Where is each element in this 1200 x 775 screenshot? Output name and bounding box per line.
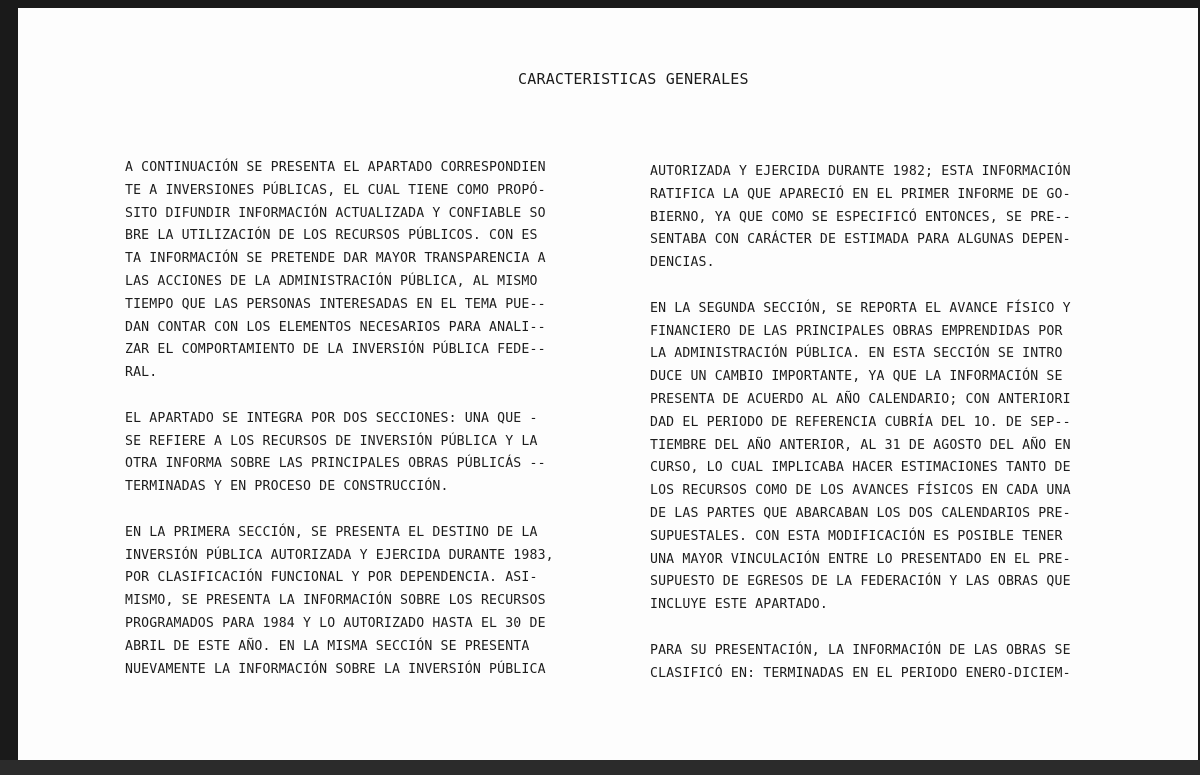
text-line: BIERNO, YA QUE COMO SE ESPECIFICÓ ENTONCES, SE PRE--	[650, 209, 1071, 225]
text-line: FINANCIERO DE LAS PRINCIPALES OBRAS EMPRENDIDAS POR	[650, 323, 1063, 339]
right-column	[650, 161, 1120, 708]
text-line: MISMO, SE PRESENTA LA INFORMACIÓN SOBRE LOS RECURSOS	[125, 593, 546, 609]
text-line: TIEMBRE DEL AÑO ANTERIOR, AL 31 DE AGOSTO DEL AÑO EN	[650, 437, 1071, 453]
text-line: A CONTINUACIÓN SE PRESENTA EL APARTADO CORRESPONDIEN	[125, 160, 546, 175]
text-line: CLASIFICÓ EN: TERMINADAS EN EL PERIODO ENERO-DICIEM-	[650, 665, 1071, 681]
paragraph	[125, 522, 595, 682]
text-line: INVERSIÓN PÚBLICA AUTORIZADA Y EJERCIDA DURANTE 1983,	[125, 547, 554, 563]
text-line: SITO DIFUNDIR INFORMACIÓN ACTUALIZADA Y CONFIABLE SO	[125, 205, 546, 221]
text-line: CURSO, LO CUAL IMPLICABA HACER ESTIMACIONES TANTO DE	[650, 460, 1071, 476]
text-line: EN LA SEGUNDA SECCIÓN, SE REPORTA EL AVANCE FÍSICO Y	[650, 300, 1071, 316]
paragraph	[650, 161, 1120, 275]
text-line: DE LAS PARTES QUE ABARCABAN LOS DOS CALENDARIOS PRE-	[650, 505, 1071, 521]
text-line: PARA SU PRESENTACIÓN, LA INFORMACIÓN DE LAS OBRAS SE	[650, 642, 1071, 658]
text-line: TE A INVERSIONES PÚBLICAS, EL CUAL TIENE COMO PROPÓ-	[125, 182, 546, 198]
text-line: POR CLASIFICACIÓN FUNCIONAL Y POR DEPENDENCIA. ASI-	[125, 570, 538, 586]
text-line: EL APARTADO SE INTEGRA POR DOS SECCIONES: UNA QUE -	[125, 410, 538, 426]
text-line: UNA MAYOR VINCULACIÓN ENTRE LO PRESENTADO EN EL PRE-	[650, 551, 1071, 567]
text-line: LOS RECURSOS COMO DE LOS AVANCES FÍSICOS EN CADA UNA	[650, 483, 1071, 499]
text-line: LAS ACCIONES DE LA ADMINISTRACIÓN PÚBLICA, AL MISMO	[125, 273, 538, 289]
text-line: OTRA INFORMA SOBRE LAS PRINCIPALES OBRAS PÚBLICÁS --	[125, 456, 546, 472]
text-line: SUPUESTO DE EGRESOS DE LA FEDERACIÓN Y LAS OBRAS QUE	[650, 574, 1071, 590]
scan-border	[0, 760, 1200, 775]
text-line: SE REFIERE A LOS RECURSOS DE INVERSIÓN PÚBLICA Y LA	[125, 433, 538, 449]
text-line: NUEVAMENTE LA INFORMACIÓN SOBRE LA INVERSIÓN PÚBLICA	[125, 661, 546, 677]
paragraph	[650, 298, 1120, 617]
text-line: BRE LA UTILIZACIÓN DE LOS RECURSOS PÚBLICOS. CON ES	[125, 228, 538, 244]
text-line: AUTORIZADA Y EJERCIDA DURANTE 1982; ESTA INFORMACIÓN	[650, 164, 1071, 179]
text-line: SUPUESTALES. CON ESTA MODIFICACIÓN ES POSIBLE TENER	[650, 528, 1063, 544]
text-line: TERMINADAS Y EN PROCESO DE CONSTRUCCIÓN.	[125, 479, 449, 495]
page-title: CARACTERISTICAS GENERALES	[518, 70, 749, 88]
text-line: DAD EL PERIODO DE REFERENCIA CUBRÍA DEL 1O. DE SEP--	[650, 414, 1071, 430]
text-line: TIEMPO QUE LAS PERSONAS INTERESADAS EN EL TEMA PUE--	[125, 296, 546, 312]
text-line: PROGRAMADOS PARA 1984 Y LO AUTORIZADO HASTA EL 30 DE	[125, 615, 546, 631]
text-line: DENCIAS.	[650, 255, 715, 271]
text-line: LA ADMINISTRACIÓN PÚBLICA. EN ESTA SECCIÓN SE INTRO	[650, 346, 1063, 362]
text-line: INCLUYE ESTE APARTADO.	[650, 597, 828, 613]
text-line: DUCE UN CAMBIO IMPORTANTE, YA QUE LA INFORMACIÓN SE	[650, 369, 1063, 385]
text-line: DAN CONTAR CON LOS ELEMENTOS NECESARIOS PARA ANALI--	[125, 319, 546, 335]
text-line: EN LA PRIMERA SECCIÓN, SE PRESENTA EL DESTINO DE LA	[125, 524, 538, 540]
paragraph	[125, 408, 595, 499]
text-line: TA INFORMACIÓN SE PRETENDE DAR MAYOR TRANSPARENCIA A	[125, 251, 546, 267]
text-line: ABRIL DE ESTE AÑO. EN LA MISMA SECCIÓN SE PRESENTA	[125, 638, 530, 654]
text-line: ZAR EL COMPORTAMIENTO DE LA INVERSIÓN PÚBLICA FEDE--	[125, 342, 546, 358]
text-line: RATIFICA LA QUE APARECIÓ EN EL PRIMER INFORME DE GO-	[650, 186, 1071, 202]
paragraph	[125, 157, 595, 385]
text-line: SENTABA CON CARÁCTER DE ESTIMADA PARA ALGUNAS DEPEN-	[650, 232, 1071, 248]
left-column	[125, 157, 595, 704]
text-line: PRESENTA DE ACUERDO AL AÑO CALENDARIO; CON ANTERIORI	[650, 391, 1071, 407]
text-line: RAL.	[125, 365, 158, 381]
paragraph	[650, 640, 1120, 686]
